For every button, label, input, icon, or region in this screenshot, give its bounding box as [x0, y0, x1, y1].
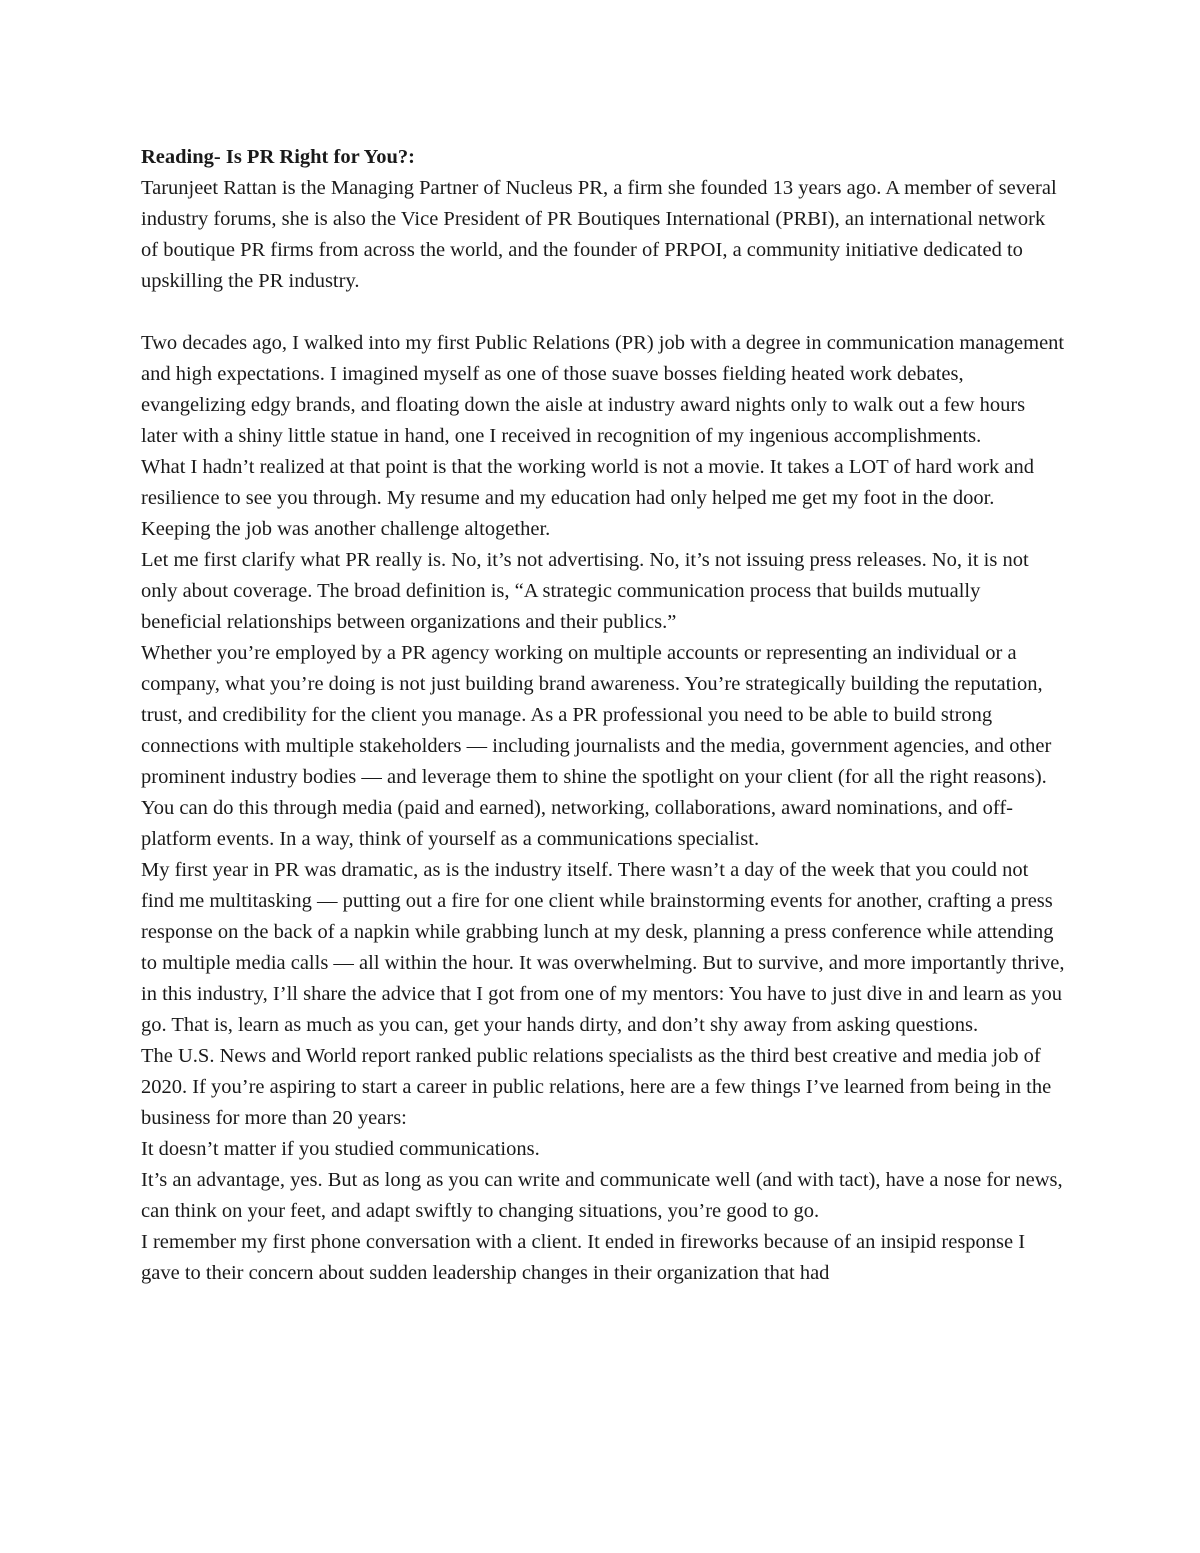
paragraph-spacer [141, 297, 1066, 328]
author-intro: Tarunjeet Rattan is the Managing Partner of Nucleus PR, a firm she founded 13 years ago. A member of several industry forums, she is also the Vice President of PR Boutiques International (PRBI), an international network of boutique PR firms from across the world, and the founder of PRPOI, a community initiative dedicated to upskilling the PR industry. [141, 177, 1057, 292]
paragraph: Let me first clarify what PR really is. No, it’s not advertising. No, it’s not issuing press releases. No, it is not only about coverage. The broad definition is, “A strategic communication process that builds mutually beneficial relationships between organizations and their publics.” [141, 549, 1029, 633]
paragraph: My first year in PR was dramatic, as is the industry itself. There wasn’t a day of the week that you could not find me multitasking — putting out a fire for one client while brainstorming events for another, crafting a press response on the back of a napkin while grabbing lunch at my desk, planning a press conference while attending to multiple media calls — all within the hour. It was overwhelming. But to survive, and more importantly thrive, in this industry, I’ll share the advice that I got from one of my mentors: You have to just dive in and learn as you go. That is, learn as much as you can, get your hands dirty, and don’t shy away from asking questions. [141, 859, 1065, 1036]
paragraph: What I hadn’t realized at that point is that the working world is not a movie. It takes a LOT of hard work and resilience to see you through. My resume and my education had only helped me get my foot in the door. Keeping the job was another challenge altogether. [141, 456, 1035, 540]
paragraph: The U.S. News and World report ranked public relations specialists as the third best creative and media job of 2020. If you’re aspiring to start a career in public relations, here are a few things I’ve learned from being in the business for more than 20 years: [141, 1045, 1052, 1129]
paragraph: I remember my first phone conversation with a client. It ended in fireworks because of an insipid response I gave to their concern about sudden leadership changes in their organization that had [141, 1231, 1026, 1284]
section-heading: It doesn’t matter if you studied communications. [141, 1138, 540, 1160]
document-body [141, 142, 1066, 1289]
document-title: Reading- Is PR Right for You?: [141, 146, 415, 168]
paragraph: Two decades ago, I walked into my first Public Relations (PR) job with a degree in communication management and high expectations. I imagined myself as one of those suave bosses fielding heated work debates, evangelizing edgy brands, and floating down the aisle at industry award nights only to walk out a few hours later with a shiny little statue in hand, one I received in recognition of my ingenious accomplishments. [141, 332, 1065, 447]
paragraph: It’s an advantage, yes. But as long as you can write and communicate well (and with tact), have a nose for news, can think on your feet, and adapt swiftly to changing situations, you’re good to go. [141, 1169, 1063, 1222]
paragraph: Whether you’re employed by a PR agency working on multiple accounts or representing an individual or a company, what you’re doing is not just building brand awareness. You’re strategically building the reputation, trust, and credibility for the client you manage. As a PR professional you need to be able to build strong connections with multiple stakeholders — including journalists and the media, government agencies, and other prominent industry bodies — and leverage them to shine the spotlight on your client (for all the right reasons). You can do this through media (paid and earned), networking, collaborations, award nominations, and off-platform events. In a way, think of yourself as a communications specialist. [141, 642, 1052, 850]
